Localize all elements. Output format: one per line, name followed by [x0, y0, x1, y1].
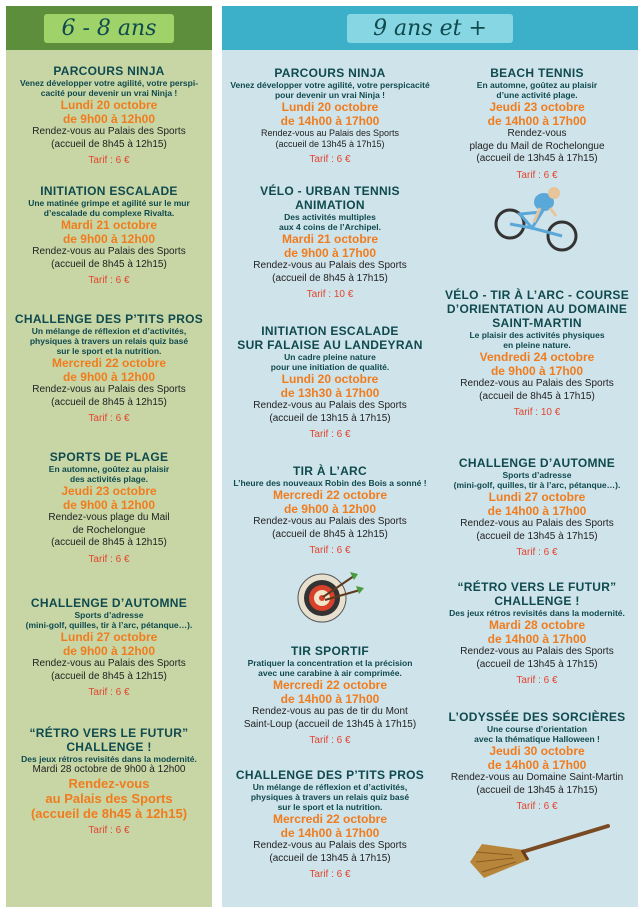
activity-desc: Une course d’orientation avec la thématique Halloween !: [474, 724, 600, 744]
activity-place: Rendez-vous au Palais des Sports (accueil de 8h45 à 12h15): [32, 384, 186, 408]
activity-date: Mardi 28 octobre de 9h00 à 12h00: [32, 764, 186, 775]
activity-place: Rendez-vous au Palais des Sports (accueil de 13h45 à 17h15): [460, 646, 614, 670]
activity-title: “RÉTRO VERS LE FUTUR” CHALLENGE !: [29, 726, 189, 754]
witch-broom-icon: [436, 822, 638, 882]
activity-price: Tarif : 6 €: [309, 429, 351, 440]
activity-card: [8, 64, 210, 184]
activity-place: Rendez-vous au Palais des Sports (accueil de 8h45 à 12h15): [253, 516, 407, 540]
activity-title: TIR SPORTIF: [291, 644, 369, 658]
activity-title: “RÉTRO VERS LE FUTUR” CHALLENGE !: [457, 580, 617, 608]
activity-card: [8, 450, 210, 596]
activity-date: Mercredi 22 octobre de 14h00 à 17h00: [272, 678, 388, 706]
activity-price: Tarif : 6 €: [309, 735, 351, 746]
activity-title: INITIATION ESCALADE SUR FALAISE AU LANDEYRAN: [237, 324, 423, 352]
activity-title: SPORTS DE PLAGE: [49, 450, 169, 464]
activity-price: Tarif : 6 €: [88, 155, 130, 166]
activity-card: [436, 456, 638, 580]
activity-date: Mardi 28 octobre de 14h00 à 17h00: [487, 618, 587, 646]
activity-price: Tarif : 10 €: [306, 289, 354, 300]
activity-card: [226, 464, 434, 564]
activity-price: Tarif : 6 €: [88, 687, 130, 698]
activity-place: Rendez-vous au Palais des Sports (accueil de 13h45 à 17h15): [253, 840, 407, 864]
activity-title: VÉLO - URBAN TENNIS ANIMATION: [260, 184, 400, 212]
archery-target-icon: [226, 564, 434, 644]
activity-card: [226, 768, 434, 881]
activity-card: [226, 644, 434, 768]
activity-date: Mercredi 22 octobre de 14h00 à 17h00: [272, 812, 388, 840]
activity-place: Rendez-vous au Palais des Sports (accueil de 8h45 à 12h15): [32, 658, 186, 682]
activity-place: Rendez-vous au Palais des Sports (accueil de 13h15 à 17h15): [253, 400, 407, 424]
activity-price: Tarif : 10 €: [513, 407, 561, 418]
activity-title: PARCOURS NINJA: [53, 64, 165, 78]
activity-card: [8, 184, 210, 312]
activity-title: PARCOURS NINJA: [274, 66, 386, 80]
activity-title: L’ODYSSÉE DES SORCIÈRES: [448, 710, 626, 724]
activity-place: Rendez-vous plage du Mail de Rochelongue (accueil de 13h45 à 17h15): [469, 128, 605, 164]
activity-date: Vendredi 24 octobre de 9h00 à 17h00: [479, 350, 595, 378]
activity-title: BEACH TENNIS: [490, 66, 584, 80]
activity-price: Tarif : 6 €: [88, 413, 130, 424]
activity-desc: L’heure des nouveaux Robin des Bois a sonné !: [233, 478, 427, 488]
activity-desc: Des jeux rétros revisités dans la modernité.: [21, 754, 197, 764]
activity-place: Rendez-vous au Palais des Sports (accueil de 13h45 à 17h15): [460, 518, 614, 542]
activity-place: Rendez-vous au pas de tir du Mont Saint-Loup (accueil de 13h45 à 17h15): [243, 706, 417, 730]
activity-price: Tarif : 6 €: [309, 869, 351, 880]
activity-price: Tarif : 6 €: [88, 553, 130, 565]
bmx-rider-icon: [436, 184, 638, 288]
activity-card: [226, 324, 434, 464]
activity-desc: En automne, goûtez au plaisir des activités plage.: [48, 464, 170, 484]
right-activities-col1: [226, 66, 434, 881]
activity-date: Lundi 27 octobre de 14h00 à 17h00: [487, 490, 587, 518]
activity-desc: Un mélange de réflexion et d’activités, physiques à travers un relais quiz basé sur le sport et la nutrition.: [29, 326, 189, 356]
activity-price: Tarif : 6 €: [88, 825, 130, 836]
activity-date: Lundi 20 octobre de 9h00 à 12h00: [60, 98, 158, 126]
activity-title: CHALLENGE D’AUTOMNE: [458, 456, 616, 470]
activity-desc: Pratiquer la concentration et la précision avec une carabine à air comprimée.: [247, 658, 413, 678]
activity-desc: En automne, goûtez au plaisir d’une activité plage.: [476, 80, 598, 100]
activity-price: Tarif : 6 €: [309, 545, 351, 556]
activity-date: Jeudi 23 octobre de 9h00 à 12h00: [61, 484, 157, 512]
activity-price: Tarif : 6 €: [516, 675, 558, 686]
activity-date: Jeudi 30 octobre de 14h00 à 17h00: [487, 744, 587, 772]
activity-date: Lundi 20 octobre de 13h30 à 17h00: [280, 372, 380, 400]
activity-price: Tarif : 6 €: [516, 169, 558, 181]
activity-place: Rendez-vous plage du Mail de Rochelongue (accueil de 8h45 à 12h15): [48, 512, 170, 548]
activity-date: Mardi 21 octobre de 9h00 à 12h00: [60, 218, 158, 246]
activity-desc: Venez développer votre agilité, votre perspicacité pour devenir un vrai Ninja !: [230, 80, 430, 100]
age-group-label: 9 ans et +: [347, 14, 513, 43]
activity-card: [436, 710, 638, 822]
activity-title: CHALLENGE DES P’TITS PROS: [235, 768, 425, 782]
activity-title: TIR À L’ARC: [293, 464, 367, 478]
activity-card: [436, 66, 638, 184]
activity-desc: Une matinée grimpe et agilité sur le mur d’escalade du complexe Rivalta.: [28, 198, 190, 218]
left-activities: [8, 64, 210, 837]
activity-desc: Des activités multiples aux 4 coins de l’Archipel.: [278, 212, 382, 232]
activity-card: [436, 580, 638, 710]
activity-desc: Sports d’adresse (mini-golf, quilles, tir à l’arc, pétanque…).: [453, 470, 621, 490]
activity-desc: Venez développer votre agilité, votre perspi- cacité pour devenir un vrai Ninja !: [19, 78, 199, 98]
activity-desc: Des jeux rétros revisités dans la modernité.: [449, 608, 625, 618]
left-header: [6, 6, 212, 50]
activity-desc: Sports d’adresse (mini-golf, quilles, tir à l’arc, pétanque…).: [25, 610, 193, 630]
activity-card: [8, 312, 210, 450]
activity-price: Tarif : 6 €: [516, 801, 558, 812]
activity-title: VÉLO - TIR À L’ARC - COURSE D’ORIENTATION AU DOMAINE SAINT-MARTIN: [444, 288, 630, 330]
activity-date: Mercredi 22 octobre de 9h00 à 12h00: [51, 356, 167, 384]
activity-date: Lundi 20 octobre de 14h00 à 17h00: [280, 100, 380, 128]
activity-place: Rendez-vous au Palais des Sports (accueil de 8h45 à 17h15): [253, 260, 407, 284]
activity-price: Tarif : 6 €: [516, 547, 558, 558]
activity-desc: Un mélange de réflexion et d’activités, physiques à travers un relais quiz basé sur le sport et la nutrition.: [250, 782, 410, 812]
activity-date: Mercredi 22 octobre de 9h00 à 12h00: [272, 488, 388, 516]
activity-card: [8, 726, 210, 837]
activity-place: Rendez-vous au Palais des Sports (accueil de 8h45 à 12h15): [32, 246, 186, 270]
activity-price: Tarif : 6 €: [88, 275, 130, 286]
activity-place: Rendez-vous au Palais des Sports (accueil de 8h45 à 12h15): [32, 126, 186, 150]
activity-place: Rendez-vous au Palais des Sports (accueil de 8h45 à 12h15): [30, 776, 188, 821]
activity-place: Rendez-vous au Palais des Sports (accueil de 13h45 à 17h15): [260, 128, 400, 149]
activity-card: [226, 66, 434, 184]
right-activities-col2: [436, 66, 638, 882]
activity-title: CHALLENGE DES P’TITS PROS: [14, 312, 204, 326]
activity-title: INITIATION ESCALADE: [40, 184, 178, 198]
activity-title: CHALLENGE D’AUTOMNE: [30, 596, 188, 610]
activity-date: Lundi 27 octobre de 9h00 à 12h00: [60, 630, 158, 658]
age-group-label: 6 - 8 ans: [44, 14, 175, 43]
activity-card: [8, 596, 210, 726]
activity-desc: Le plaisir des activités physiques en pleine nature.: [469, 330, 605, 350]
activity-card: [436, 288, 638, 456]
activity-card: [226, 184, 434, 324]
activity-place: Rendez-vous au Palais des Sports (accueil de 8h45 à 17h15): [460, 378, 614, 402]
right-header: [222, 6, 638, 50]
activity-desc: Un cadre pleine nature pour une initiation de qualité.: [270, 352, 390, 372]
activity-date: Jeudi 23 octobre de 14h00 à 17h00: [487, 100, 587, 128]
activity-date: Mardi 21 octobre de 9h00 à 17h00: [281, 232, 379, 260]
activity-price: Tarif : 6 €: [309, 154, 351, 165]
activity-place: Rendez-vous au Domaine Saint-Martin (accueil de 13h45 à 17h15): [450, 772, 624, 796]
